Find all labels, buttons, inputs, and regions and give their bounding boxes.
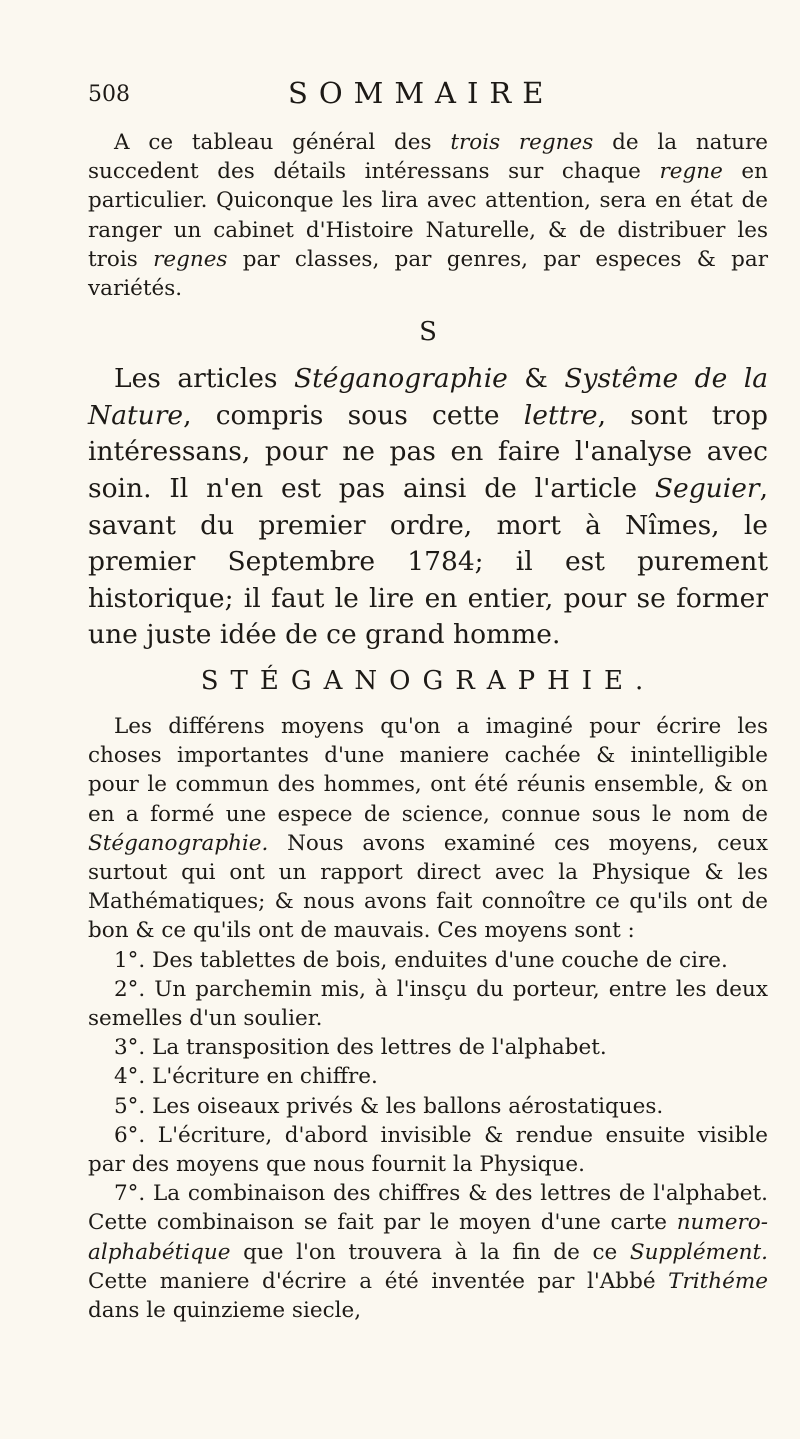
section-title: STÉGANOGRAPHIE.: [200, 665, 656, 696]
running-title: SOMMAIRE: [288, 76, 555, 110]
page-body: [88, 128, 768, 1325]
list-item: 2°. Un parchemin mis, à l'insçu du porteur, entre les deux semelles d'un soulier.: [88, 976, 768, 1031]
intro-paragraph: A ce tableau général des trois regnes de la nature succedent des détails intéressans sur chaque regne en particulier. Quiconque les lira avec attention, sera en état de ranger un cabinet d'Histoire Naturelle, & de distribuer les trois regnes par classes, par genres, par especes & par variétés.: [88, 130, 769, 302]
list-item: 6°. L'écriture, d'abord invisible & rendue ensuite visible par des moyens que nous fournit la Physique.: [88, 1122, 768, 1178]
list-item: 4°. L'écriture en chiffre.: [114, 1064, 378, 1090]
list-item: 3°. La transposition des lettres de l'alphabet.: [114, 1035, 607, 1061]
list-item: 7°. La combinaison des chiffres & des lettres de l'alphabet. Cette combinaison se fait par le moyen d'une carte numero-alphabétique que l'on trouvera à la fin de ce Supplément. Cette maniere d'écrire a été inventée par l'Abbé Trithéme dans le quinzieme siecle,: [88, 1181, 768, 1324]
articles-paragraph: Les articles Stéganographie & Systême de la Nature, compris sous cette lettre, sont trop intéressans, pour ne pas en faire l'analyse avec soin. Il n'en est pas ainsi de l'article Seguier, savant du premier ordre, mort à Nîmes, le premier Septembre 1784; il est purement historique; il faut le lire en entier, pour se former une juste idée de ce grand homme.: [88, 363, 769, 651]
page-header: [88, 76, 768, 116]
list-item: 5°. Les oiseaux privés & les ballons aérostatiques.: [114, 1093, 664, 1119]
section-letter: S: [419, 317, 437, 348]
steganographie-paragraph: Les différens moyens qu'on a imaginé pour écrire les choses importantes d'une maniere cachée & inintelligible pour le commun des hommes, ont été réunis ensemble, & on en a formé une espece de science, connue sous le nom de Stéganographie. Nous avons examiné ces moyens, ceux surtout qui ont un rapport direct avec la Physique & les Mathématiques; & nous avons fait connoître ce qu'ils ont de bon & ce qu'ils ont de mauvais. Ces moyens sont :: [88, 713, 768, 944]
page-number: 508: [88, 82, 130, 107]
list-item: 1°. Des tablettes de bois, enduites d'une couche de cire.: [114, 947, 728, 973]
